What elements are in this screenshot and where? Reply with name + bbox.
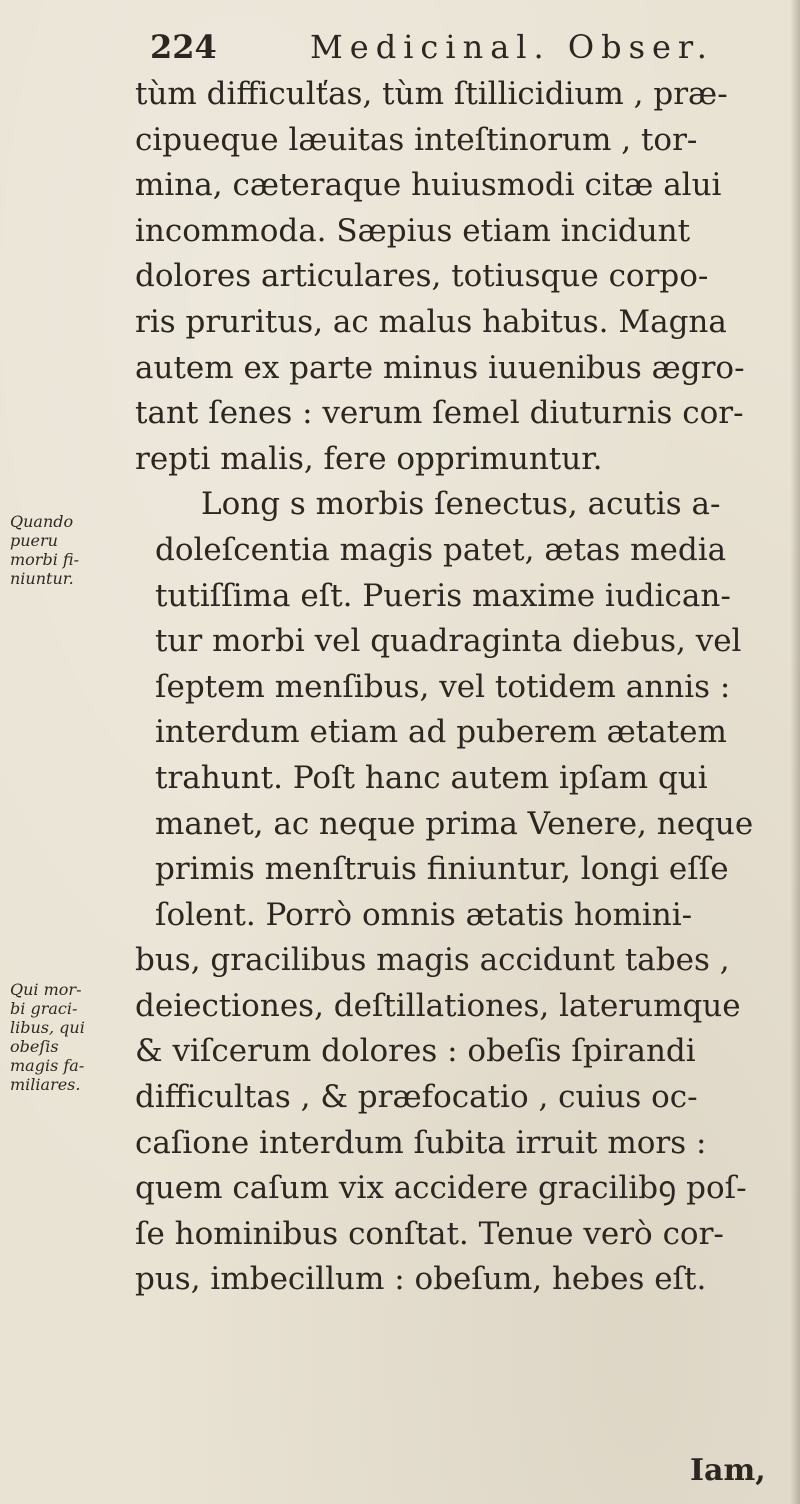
- margin-note-line: Quando: [10, 512, 74, 531]
- text-line: quem caſum vix accidere gracilibꝯ poſ-: [135, 1170, 747, 1207]
- text-line: & viſcerum dolores : obeſis ſpirandi: [135, 1033, 696, 1070]
- text-line: autem ex parte minus iuuenibus ægro-: [135, 349, 745, 386]
- text-line: mina, cæteraque huiusmodi citæ alui: [135, 167, 722, 204]
- margin-note-body-type-diseases: [10, 980, 135, 1094]
- text-line: ſeptem menſibus, vel totidem annis :: [155, 668, 731, 705]
- margin-note-line: pueru: [10, 531, 58, 550]
- text-line: doleſcentia magis patet, ætas media: [155, 531, 727, 568]
- text-line: bus, gracilibus magis accidunt tabes ,: [135, 942, 730, 979]
- text-line: incommoda. Sæpius etiam incidunt: [135, 212, 691, 249]
- running-title: Medicinal. Obser.: [310, 28, 714, 66]
- margin-note-line: niuntur.: [10, 569, 74, 588]
- margin-note-childhood-diseases: [10, 512, 135, 588]
- page-edge-shadow: [790, 0, 800, 1504]
- text-line: difficultas , & præfocatio , cuius oc-: [135, 1079, 698, 1116]
- text-line: caſione interdum ſubita irruit mors :: [135, 1124, 707, 1161]
- margin-note-line: obeſis: [10, 1037, 59, 1056]
- margin-note-line: libus, qui: [10, 1018, 85, 1037]
- text-line: repti malis, fere opprimuntur.: [135, 440, 603, 477]
- text-line: ſolent. Porrò omnis ætatis homini-: [155, 896, 693, 933]
- margin-note-line: bi graci-: [10, 999, 78, 1018]
- text-line: Long s morbis ſenectus, acutis a-: [201, 486, 721, 523]
- text-line: pus, imbecillum : obeſum, hebes eſt.: [135, 1261, 707, 1298]
- catchword: Iam,: [690, 1453, 766, 1488]
- margin-note-line: magis fa-: [10, 1056, 85, 1075]
- text-line: ſe hominibus conſtat. Tenue verò cor-: [135, 1215, 724, 1252]
- text-line: tùm difficulťas, tùm ſtillicidium , præ-: [135, 76, 728, 112]
- text-line: dolores articulares, totiusque corpo-: [135, 258, 709, 295]
- margin-note-line: morbi fi-: [10, 550, 79, 569]
- text-line: deiectiones, deſtillationes, laterumque: [135, 987, 741, 1024]
- text-line: ris pruritus, ac malus habitus. Magna: [135, 303, 727, 340]
- margin-note-line: miliares.: [10, 1075, 81, 1094]
- text-line: tur morbi vel quadraginta diebus, vel: [155, 623, 742, 660]
- text-line: primis menſtruis finiuntur, longi eſſe: [155, 851, 729, 888]
- text-line: cipueque læuitas inteſtinorum , tor-: [135, 121, 698, 158]
- body-text: [135, 72, 785, 1303]
- text-line: manet, ac neque prima Venere, neque: [155, 805, 754, 842]
- text-line: interdum etiam ad puberem ætatem: [155, 714, 727, 751]
- text-line: trahunt. Poſt hanc autem ipſam qui: [155, 759, 708, 796]
- text-line: tant ſenes : verum ſemel diuturnis cor-: [135, 395, 744, 432]
- margin-note-line: Qui mor-: [10, 980, 82, 999]
- page-number: 224: [150, 28, 217, 66]
- text-line: tutiſſima eſt. Pueris maxime iudican-: [155, 577, 731, 614]
- page-header: [150, 22, 760, 72]
